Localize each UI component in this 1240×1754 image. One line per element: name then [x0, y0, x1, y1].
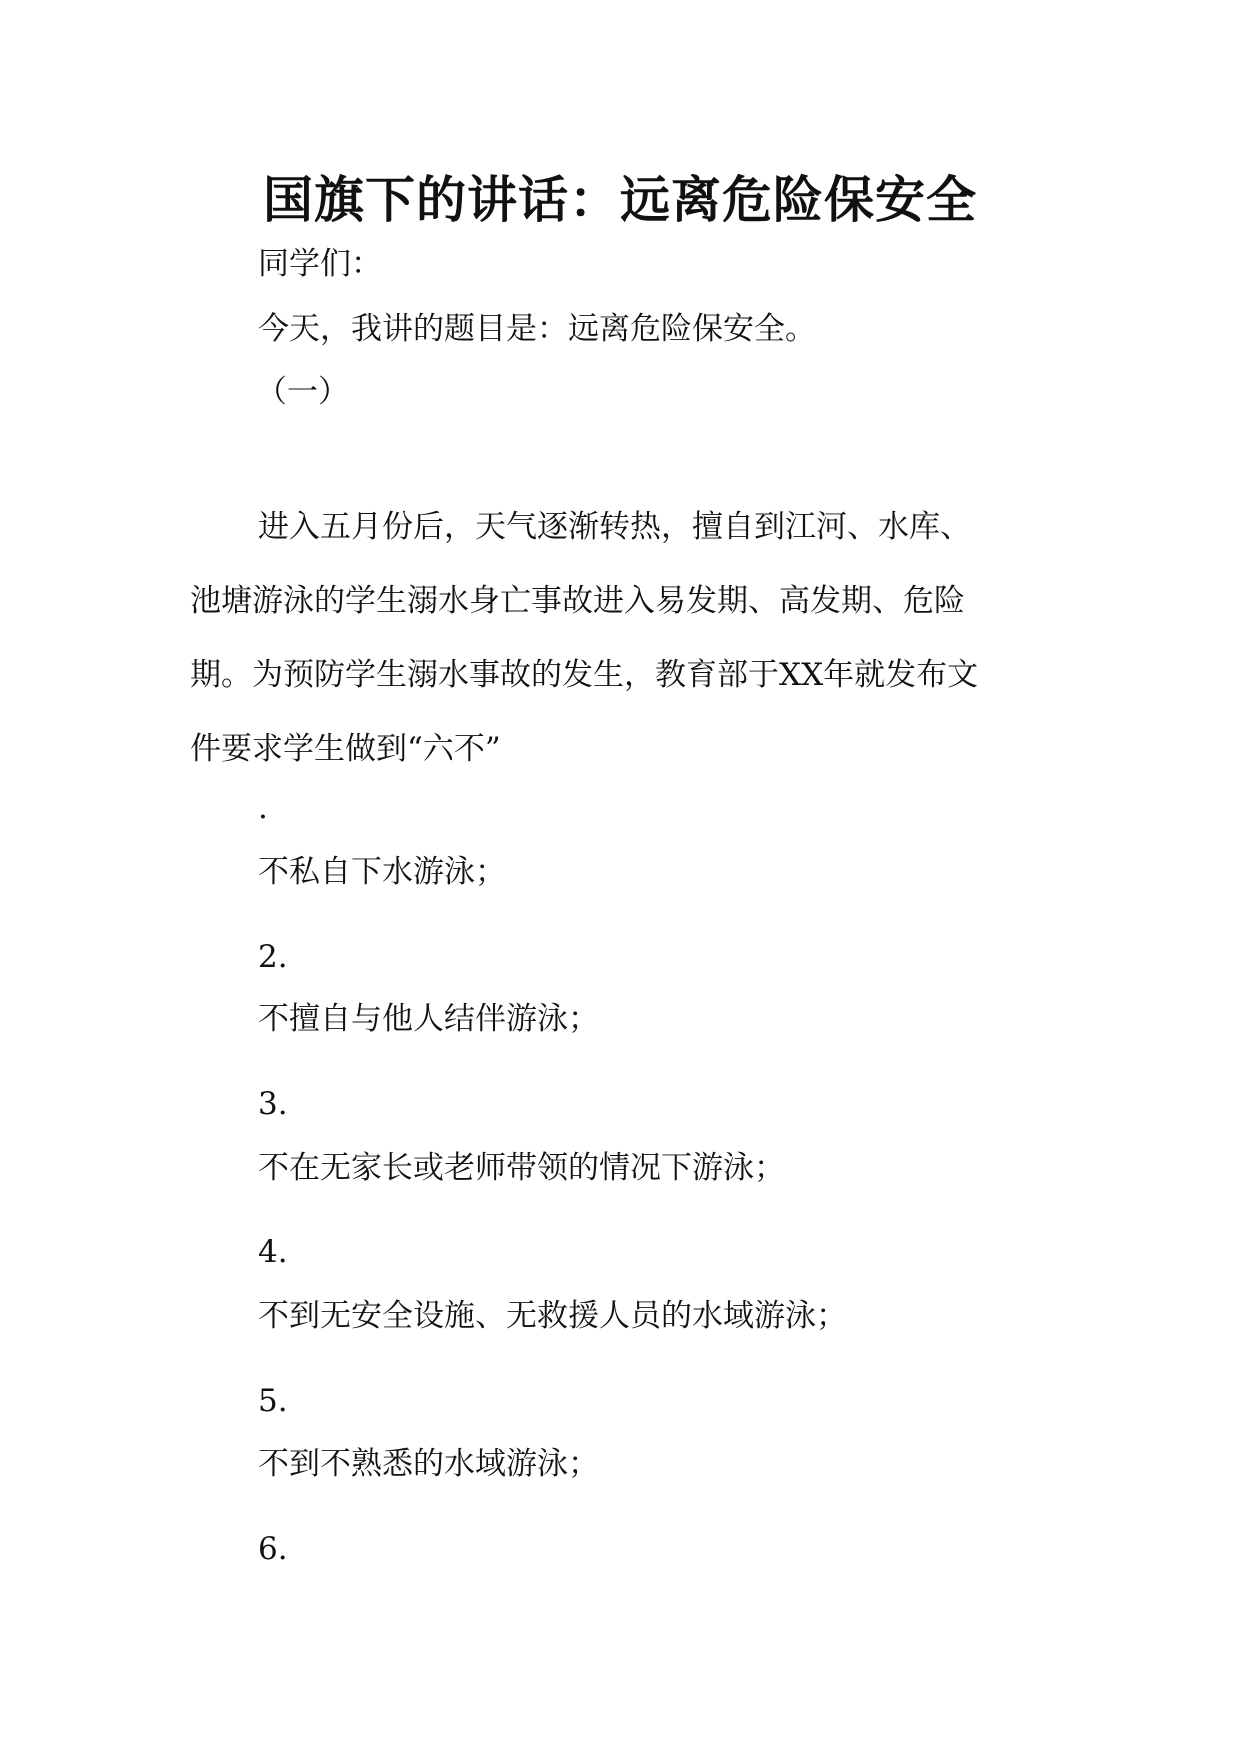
- list-item-number: 5.: [258, 1383, 288, 1419]
- list-item-text: 不在无家长或老师带领的情况下游泳；: [258, 1150, 785, 1186]
- paragraph-line: 期。为预防学生溺水事故的发生，教育部于XX年就发布文: [190, 657, 979, 693]
- body-paragraph: [190, 490, 1060, 786]
- section-marker: （一）: [256, 374, 349, 410]
- salutation: 同学们：: [258, 246, 382, 282]
- list-item-text: 不擅自与他人结伴游泳；: [258, 1001, 599, 1037]
- paragraph-line: 进入五月份后，天气逐渐转热，擅自到江河、水库、: [258, 509, 971, 545]
- list-item-number: 6.: [258, 1531, 288, 1567]
- list-item-number: 3.: [258, 1086, 288, 1122]
- list-item-text: 不到无安全设施、无救援人员的水域游泳；: [258, 1298, 847, 1334]
- paragraph-line: 件要求学生做到“六不”: [190, 731, 501, 767]
- paragraph-line: 池塘游泳的学生溺水身亡事故进入易发期、高发期、危险: [190, 583, 965, 619]
- list-item-number: .: [258, 790, 268, 826]
- intro-line: 今天，我讲的题目是：远离危险保安全。: [258, 311, 816, 347]
- document-title: 国旗下的讲话：远离危险保安全: [263, 171, 977, 229]
- list-item-text: 不私自下水游泳；: [258, 854, 506, 890]
- list-item-number: 2.: [258, 939, 288, 975]
- list-item-text: 不到不熟悉的水域游泳；: [258, 1446, 599, 1482]
- list-item-number: 4.: [258, 1234, 288, 1270]
